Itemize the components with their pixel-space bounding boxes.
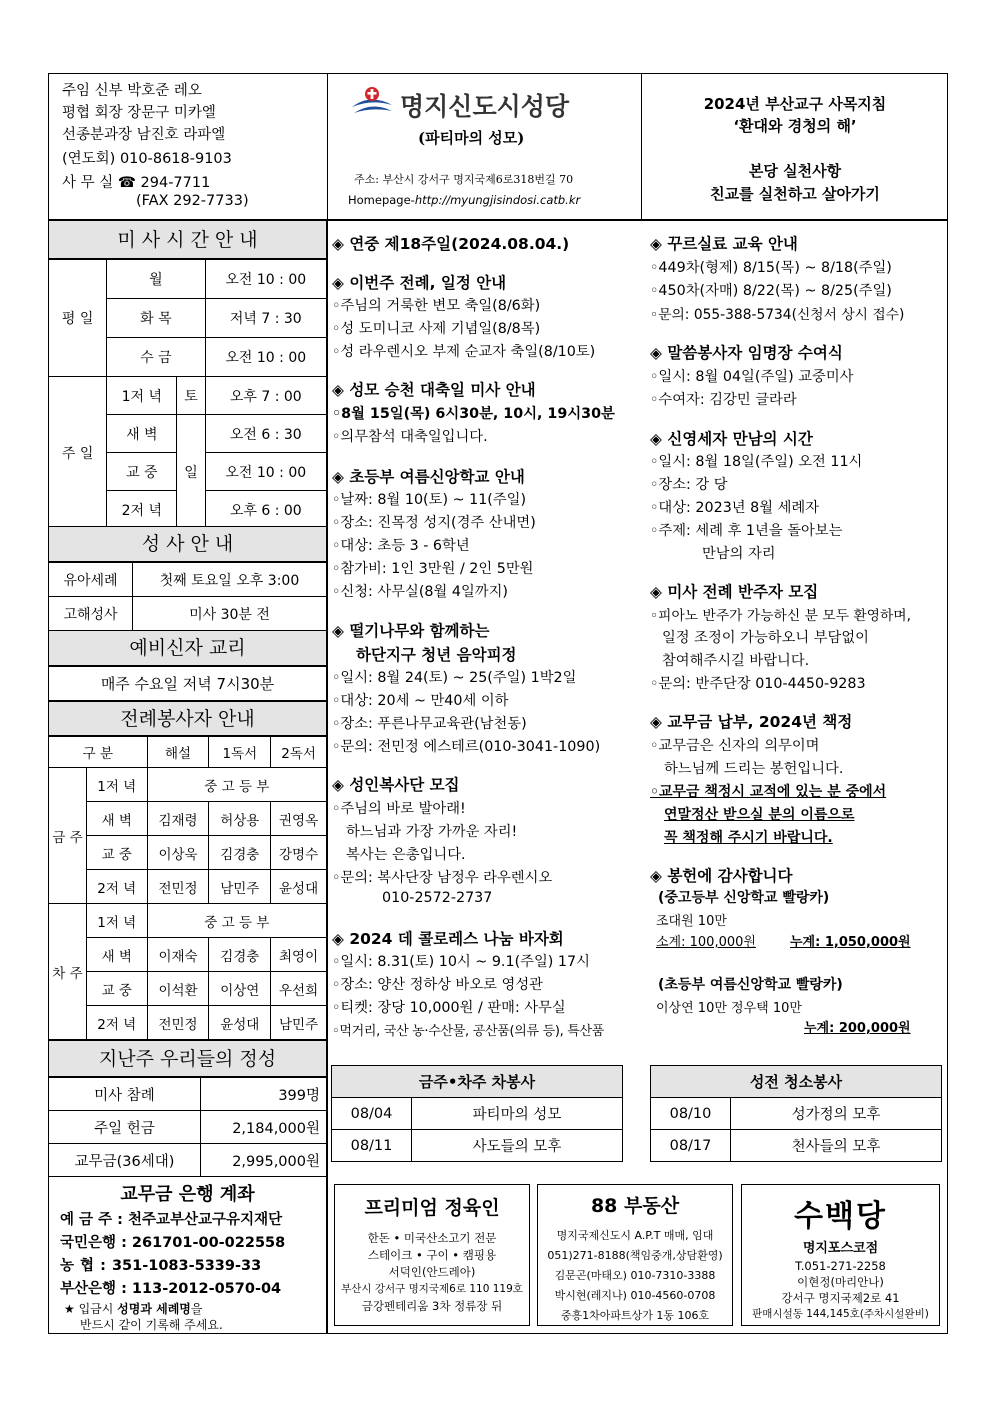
middle-s5: ◦문의: 전민정 에스테르(010-3041-1090): [332, 739, 601, 755]
server-cell: 김경충: [209, 836, 271, 870]
middle-s4: ◦장소: 진목정 성지(경주 산내면): [332, 515, 536, 531]
ad-butcher-line: 한돈 • 미국산소고기 전문: [367, 1231, 497, 1245]
middle-h3: ◈ 성모 승천 대축일 미사 안내: [332, 381, 536, 399]
bank-note-bold: 성명과 세례명: [117, 1302, 191, 1316]
clean-service-title: 성전 청소봉사: [651, 1066, 942, 1098]
stat-value: 399명: [201, 1078, 327, 1111]
stat-value: 2,184,000원: [201, 1111, 327, 1144]
sunday-mass-time: 오전 10 : 00: [205, 453, 326, 491]
homepage-line: [348, 193, 580, 207]
weekday-time: 저녁 7 : 30: [205, 299, 326, 338]
server-merged: 중 고 등 부: [147, 768, 326, 802]
middle-s4: ◦대상: 초등 3 - 6학년: [332, 538, 470, 554]
ad-butcher-line: 스테이크 • 구이 • 캠핑용: [367, 1248, 497, 1262]
right-s3: 만남의 자리: [702, 546, 776, 562]
sunday-mass-name: 새 벽: [107, 415, 177, 453]
right-donation-1-sub: 소계: 100,000원: [656, 935, 756, 950]
ad-subaekdang-title: 수백당: [794, 1199, 887, 1234]
weekday-label: 평 일: [49, 260, 107, 377]
church-logo-icon: [350, 85, 394, 121]
right-s5: 하느님께 드리는 봉헌입니다.: [664, 761, 844, 777]
right-s3: ◦주제: 세례 후 1년을 돌아보는: [650, 523, 843, 539]
middle-s6: ◦주님의 바로 발아래!: [332, 801, 466, 817]
middle-s4: ◦신청: 사무실(8월 4일까지): [332, 584, 508, 600]
right-h6: ◈ 봉헌에 감사합니다: [650, 867, 793, 885]
ad-realty-line: 051)271-8188(책임중개,상담환영): [547, 1249, 723, 1262]
sacrament-name: 유아세례: [49, 563, 133, 597]
motto-line-2: ‘환대와 경청의 해’: [733, 117, 857, 135]
server-cell: 권영옥: [271, 802, 327, 836]
ad-realty-body: [538, 1226, 732, 1326]
server-mass: 새 벽: [86, 802, 147, 836]
middle-h2: ◈ 이번주 전례, 일정 안내: [332, 274, 507, 292]
middle-s7: ◦장소: 양산 정하상 바오로 영성관: [332, 977, 543, 993]
right-donation-1: 조대원 10만: [656, 914, 727, 929]
motto-box: [642, 73, 948, 220]
bank-note: [64, 1300, 203, 1317]
sunday-mass-name: 교 중: [107, 453, 177, 491]
bank-holder: 예 금 주 : 천주교부산교구유지재단: [60, 1212, 283, 1228]
clean-service-table: [650, 1065, 942, 1162]
middle-s6: 010-2572-2737: [382, 890, 493, 906]
middle-s7: ◦일시: 8.31(토) 10시 ~ 9.1(주일) 17시: [332, 954, 590, 970]
right-s5: 연말정산 받으실 분의 이름으로: [664, 807, 855, 823]
servers-title: 전례봉사자 안내: [48, 701, 327, 736]
car-service-date: 08/11: [332, 1130, 412, 1162]
car-service-table: [331, 1065, 623, 1162]
practice-line-2: 친교를 실천하고 살아가기: [710, 185, 880, 203]
clean-service-who: 천사들의 모후: [731, 1130, 942, 1162]
ad-subaekdang-body: [742, 1258, 939, 1322]
ad-realty: [537, 1184, 733, 1326]
right-donation-2: 이상연 10만 정우택 10만: [656, 1001, 802, 1016]
middle-s2: ◦주님의 거룩한 변모 축일(8/6화): [332, 298, 541, 314]
right-s1: ◦문의: 055-388-5734(신청서 상시 접수): [650, 307, 905, 323]
server-cell: 전민정: [147, 1006, 209, 1040]
server-mass: 교 중: [86, 836, 147, 870]
server-cell: 이석환: [147, 972, 209, 1006]
motto-line-1: 2024년 부산교구 사목지침: [703, 95, 887, 113]
right-s4: ◦피아노 반주가 가능하신 분 모두 환영하며,: [650, 608, 912, 624]
info-office: 사 무 실 ☎ 294-7711: [62, 175, 211, 191]
bank-kb: 국민은행 : 261701-00-022558: [60, 1235, 286, 1251]
weekday-day: 월: [107, 260, 205, 299]
ad-subaekdang-line: T.051-271-2258: [795, 1259, 886, 1273]
info-phone: (연도회) 010-8618-9103: [62, 151, 232, 167]
right-h1: ◈ 꾸르실료 교육 안내: [650, 235, 798, 253]
middle-h7: ◈ 2024 데 콜로레스 나눔 바자회: [332, 930, 564, 948]
middle-h6: ◈ 성인복사단 모집: [332, 776, 460, 794]
car-service-date: 08/04: [332, 1098, 412, 1130]
middle-h1: ◈ 연중 제18주일(2024.08.04.): [332, 235, 570, 253]
info-committee: 선종분과장 남진호 라파엘: [62, 127, 226, 143]
ad-realty-line: 김문곤(마태오) 010-7310-3388: [554, 1269, 716, 1282]
church-name: 명지신도시성당: [400, 92, 570, 121]
middle-h5b: 하단지구 청년 음악피정: [356, 646, 517, 664]
middle-s6: 하느님과 가장 가까운 자리!: [346, 824, 518, 840]
server-cell: 남민주: [271, 1006, 327, 1040]
servers-table: [48, 736, 327, 1040]
clean-service-date: 08/10: [651, 1098, 731, 1130]
right-donation-1-total: 누계: 1,050,000원: [790, 935, 911, 950]
middle-s5: ◦장소: 푸른나무교육관(남천동): [332, 716, 527, 732]
catechumen-title: 예비신자 교리: [48, 630, 327, 666]
info-fax: (FAX 292-7733): [136, 193, 249, 209]
next-week-label: 차 주: [49, 904, 87, 1040]
right-s3: ◦장소: 강 당: [650, 477, 728, 493]
servers-header: 구 분: [49, 737, 148, 768]
server-mass: 2저 녁: [86, 1006, 147, 1040]
server-cell: 전민정: [147, 870, 209, 904]
catechumen-value: 매주 수요일 저녁 7시30분: [48, 666, 327, 701]
right-donation-2-total: 누계: 200,000원: [804, 1021, 911, 1036]
sunday-mass-name: 2저 녁: [107, 491, 177, 529]
sunday-mass-time: 오후 6 : 00: [205, 491, 326, 529]
saturday-label: 토: [177, 377, 205, 415]
ad-subaekdang: [741, 1184, 940, 1326]
stat-value: 2,995,000원: [201, 1144, 327, 1177]
middle-s7: ◦티켓: 장당 10,000원 / 판매: 사무실: [332, 1000, 566, 1016]
info-box: [48, 73, 328, 220]
servers-header: 2독서: [271, 737, 327, 768]
right-s2: ◦수여자: 김강민 글라라: [650, 392, 797, 408]
sunday-mass-time: 오전 6 : 30: [205, 415, 326, 453]
servers-header: 해설: [147, 737, 209, 768]
middle-s5: ◦대상: 20세 ~ 만40세 이하: [332, 693, 509, 709]
right-h3: ◈ 신영세자 만남의 시간: [650, 430, 813, 448]
right-h6c: (초등부 여름신앙학교 빨랑카): [658, 977, 843, 993]
right-s5: ◦교무금은 신자의 의무이며: [650, 738, 820, 754]
middle-h5a: ◈ 떨기나무와 함께하는: [332, 622, 490, 640]
clean-service-date: 08/17: [651, 1130, 731, 1162]
middle-s7: ◦먹거리, 국산 농·수산물, 공산품(의류 등), 특산품: [332, 1024, 605, 1039]
middle-s5: ◦일시: 8월 24(토) ~ 25(주일) 1박2일: [332, 670, 577, 686]
ad-realty-line: 명지국제신도시 A.P.T 매매, 임대: [556, 1229, 714, 1242]
right-s5: ◦교무금 책정시 교적에 있는 분 중에서: [650, 784, 887, 800]
right-s1: ◦449차(형제) 8/15(목) ~ 8/18(주일): [650, 260, 892, 276]
right-h4: ◈ 미사 전례 반주자 모집: [650, 583, 819, 601]
ad-realty-line: 박시현(레지나) 010-4560-0708: [554, 1289, 716, 1302]
server-cell: 허상용: [209, 802, 271, 836]
car-service-who: 파티마의 성모: [412, 1098, 623, 1130]
sacrament-title: 성 사 안 내: [48, 526, 327, 562]
right-s5: 꼭 책정해 주시기 바랍니다.: [664, 830, 833, 846]
server-cell: 남민주: [209, 870, 271, 904]
sunday-mass-time: 오후 7 : 00: [205, 377, 326, 415]
middle-s4: ◦참가비: 1인 3만원 / 2인 5만원: [332, 561, 534, 577]
middle-s6: 복사는 은총입니다.: [346, 847, 466, 863]
right-s4: 일정 조정이 가능하오니 부담없이: [662, 630, 869, 646]
stat-name: 주일 헌금: [49, 1111, 201, 1144]
info-pastor: 주임 신부 박호준 레오: [62, 83, 202, 99]
bank-title: 교무금 은행 계좌: [120, 1184, 255, 1205]
ad-subaekdang-line: 강서구 명지국제2로 41: [781, 1291, 900, 1305]
middle-s4: ◦날짜: 8월 10(토) ~ 11(주일): [332, 492, 527, 508]
mass-table: [48, 259, 327, 529]
bank-note-prefix: ★ 입금시: [64, 1302, 118, 1316]
homepage-link[interactable]: http://myungjisindosi.catb.kr: [414, 193, 581, 207]
clean-service-who: 성가정의 모후: [731, 1098, 942, 1130]
weekday-day: 화 목: [107, 299, 205, 338]
right-s3: ◦대상: 2023년 8월 세례자: [650, 500, 820, 516]
title-box: [330, 73, 642, 220]
server-cell: 이상욱: [147, 836, 209, 870]
info-president: 평협 회장 장문구 미카엘: [62, 105, 216, 121]
sacrament-value: 미사 30분 전: [133, 597, 327, 631]
stat-name: 미사 참례: [49, 1078, 201, 1111]
server-cell: 최영이: [271, 938, 327, 972]
server-merged: 중 고 등 부: [147, 904, 326, 938]
server-cell: 강명수: [271, 836, 327, 870]
ad-subaekdang-branch: 명지포스코점: [802, 1241, 879, 1256]
server-cell: 우선희: [271, 972, 327, 1006]
bank-note-suffix: 을: [190, 1302, 203, 1316]
stats-table: [48, 1077, 327, 1177]
middle-s2: ◦성 라우렌시오 부제 순교자 축일(8/10토): [332, 344, 596, 360]
ad-subaekdang-line: 이현정(마리안나): [797, 1275, 884, 1289]
church-subtitle: (파티마의 성모): [418, 129, 525, 147]
weekday-day: 수 금: [107, 338, 205, 377]
weekday-time: 오전 10 : 00: [205, 260, 326, 299]
right-h5: ◈ 교무금 납부, 2024년 책정: [650, 713, 853, 731]
ad-butcher-line: 금강펜테리움 3차 정류장 뒤: [361, 1299, 503, 1313]
sunday-label: 주 일: [49, 377, 107, 529]
middle-s3: ◦의무참석 대축일입니다.: [332, 429, 488, 445]
car-service-who: 사도들의 모후: [412, 1130, 623, 1162]
ad-butcher-line: 부산시 강서구 명지국제6로 110 119호: [341, 1283, 523, 1295]
address: 주소: 부산시 강서구 명지국제6로318번길 70: [354, 173, 574, 186]
this-week-label: 금 주: [49, 768, 87, 904]
ad-butcher-body: [335, 1230, 529, 1315]
stat-name: 교무금(36세대): [49, 1144, 201, 1177]
right-s2: ◦일시: 8월 04일(주일) 교중미사: [650, 369, 854, 385]
server-mass: 새 벽: [86, 938, 147, 972]
right-s3: ◦일시: 8월 18일(주일) 오전 11시: [650, 454, 863, 470]
stats-title: 지난주 우리들의 정성: [48, 1040, 327, 1077]
server-mass: 교 중: [86, 972, 147, 1006]
ad-butcher-title: 프리미엄 정육인: [364, 1197, 500, 1219]
bank-note-2: 반드시 같이 기록해 주세요.: [80, 1318, 223, 1332]
middle-s3: ◦8월 15일(목) 6시30분, 10시, 19시30분: [332, 406, 615, 422]
middle-h4: ◈ 초등부 여름신앙학교 안내: [332, 468, 525, 486]
server-cell: 김재령: [147, 802, 209, 836]
ad-butcher-line: 서덕인(안드레아): [388, 1265, 476, 1279]
right-h2: ◈ 말씀봉사자 임명장 수여식: [650, 344, 843, 362]
weekday-time: 오전 10 : 00: [205, 338, 326, 377]
homepage-label: Homepage-: [348, 193, 415, 207]
middle-s2: ◦성 도미니코 사제 기념일(8/8목): [332, 321, 541, 337]
sun-label: 일: [177, 415, 205, 529]
right-s4: 참여해주시길 바랍니다.: [662, 653, 810, 669]
server-cell: 이재숙: [147, 938, 209, 972]
bank-nh: 농 협 : 351-1083-5339-33: [60, 1258, 262, 1274]
server-mass: 2저 녁: [86, 870, 147, 904]
ad-butcher: [334, 1184, 530, 1326]
server-cell: 김경충: [209, 938, 271, 972]
right-s1: ◦450차(자매) 8/22(목) ~ 8/25(주일): [650, 283, 892, 299]
ad-realty-line: 중흥1차아파트상가 1동 106호: [560, 1309, 710, 1322]
ad-subaekdang-line: 판매시설동 144,145호(주차시설완비): [752, 1308, 929, 1320]
sacrament-table: [48, 562, 327, 631]
middle-s6: ◦문의: 복사단장 남정우 라우렌시오: [332, 870, 553, 886]
server-mass: 1저 녁: [86, 768, 147, 802]
ad-realty-title: 88 부동산: [590, 1195, 680, 1217]
server-cell: 이상연: [209, 972, 271, 1006]
right-h6b: (중고등부 신앙학교 빨랑카): [658, 890, 830, 906]
practice-line-1: 본당 실천사항: [748, 162, 842, 180]
server-mass: 1저 녁: [86, 904, 147, 938]
server-cell: 윤성대: [209, 1006, 271, 1040]
sunday-mass-name: 1저 녁: [107, 377, 177, 415]
servers-header: 1독서: [209, 737, 271, 768]
server-cell: 윤성대: [271, 870, 327, 904]
bank-busan: 부산은행 : 113-2012-0570-04: [60, 1281, 282, 1297]
right-s4: ◦문의: 반주단장 010-4450-9283: [650, 676, 866, 692]
car-service-title: 금주•차주 차봉사: [332, 1066, 623, 1098]
sacrament-name: 고해성사: [49, 597, 133, 631]
mass-title: 미 사 시 간 안 내: [48, 220, 327, 259]
sacrament-value: 첫째 토요일 오후 3:00: [133, 563, 327, 597]
